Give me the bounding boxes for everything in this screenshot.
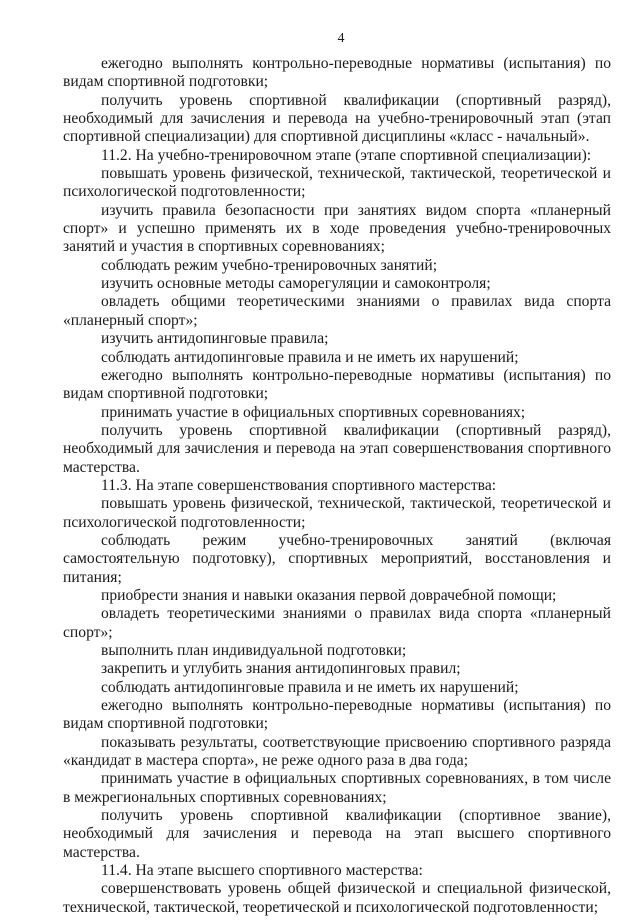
- paragraph: совершенствовать уровень общей физической и специальной физической, технической, тактической, теоретической и психологической подготовленности;: [63, 880, 611, 916]
- paragraph: повышать уровень физической, технической, тактической, теоретической и психологической подготовленности;: [63, 495, 611, 531]
- paragraph: соблюдать режим учебно-тренировочных занятий (включая самостоятельную подготовку), спортивных мероприятий, восстановления и питания;: [63, 531, 611, 586]
- paragraph: овладеть общими теоретическими знаниями о правилах вида спорта «планерный спорт»;: [63, 293, 611, 329]
- section-heading: 11.2. На учебно-тренировочном этапе (этапе спортивной специализации):: [101, 146, 592, 164]
- paragraph: соблюдать антидопинговые правила и не иметь их нарушений;: [101, 348, 519, 366]
- paragraph: ежегодно выполнять контрольно-переводные нормативы (испытания) по видам спортивной подготовки;: [63, 366, 611, 403]
- paragraph: соблюдать режим учебно-тренировочных занятий;: [101, 256, 438, 274]
- paragraph: овладеть теоретическими знаниями о правилах вида спорта «планерный спорт»;: [63, 605, 611, 641]
- paragraph: получить уровень спортивной квалификации (спортивный разряд), необходимый для зачисления и перевода на этап совершенствования спортивного мастерства.: [63, 421, 611, 476]
- paragraph: изучить антидопинговые правила;: [101, 330, 329, 348]
- paragraph: выполнить план индивидуальной подготовки;: [101, 642, 407, 659]
- paragraph: получить уровень спортивной квалификации (спортивное звание), необходимый для зачисления и перевода на этап высшего спортивного мастерства.: [63, 807, 611, 861]
- document-body: [63, 55, 611, 917]
- paragraph: повышать уровень физической, технической, тактической, теоретической и психологической подготовленности;: [63, 165, 611, 201]
- section-heading: 11.4. На этапе высшего спортивного мастерства:: [101, 862, 423, 880]
- page-number: 4: [337, 31, 345, 46]
- paragraph: показывать результаты, соответствующие присвоению спортивного разряда «кандидат в мастера спорта», не реже одного раза в два года;: [63, 733, 611, 770]
- paragraph: получить уровень спортивной квалификации (спортивный разряд), необходимый для зачисления и перевода на учебно-тренировочный этап (этап спортивной специализации) для спортивной дисциплины «класс - начальный».: [63, 91, 611, 146]
- paragraph: закрепить и углубить знания антидопинговых правил;: [101, 660, 461, 678]
- paragraph: ежегодно выполнять контрольно-переводные нормативы (испытания) по видам спортивной подготовки;: [63, 697, 611, 733]
- paragraph: приобрести знания и навыки оказания первой доврачебной помощи;: [101, 586, 557, 604]
- paragraph: изучить основные методы саморегуляции и самоконтроля;: [101, 275, 491, 293]
- paragraph: принимать участие в официальных спортивных соревнованиях;: [101, 403, 526, 421]
- paragraph: принимать участие в официальных спортивных соревнованиях, в том числе в межрегиональных спортивных соревнованиях;: [63, 770, 611, 806]
- paragraph: соблюдать антидопинговые правила и не иметь их нарушений;: [101, 678, 519, 696]
- section-heading: 11.3. На этапе совершенствования спортивного мастерства:: [101, 476, 497, 494]
- paragraph: ежегодно выполнять контрольно-переводные нормативы (испытания) по видам спортивной подготовки;: [63, 55, 611, 91]
- paragraph: изучить правила безопасности при занятиях видом спорта «планерный спорт» и успешно применять их в ходе проведения учебно-тренировочных занятий и участия в спортивных соревнованиях;: [63, 201, 611, 256]
